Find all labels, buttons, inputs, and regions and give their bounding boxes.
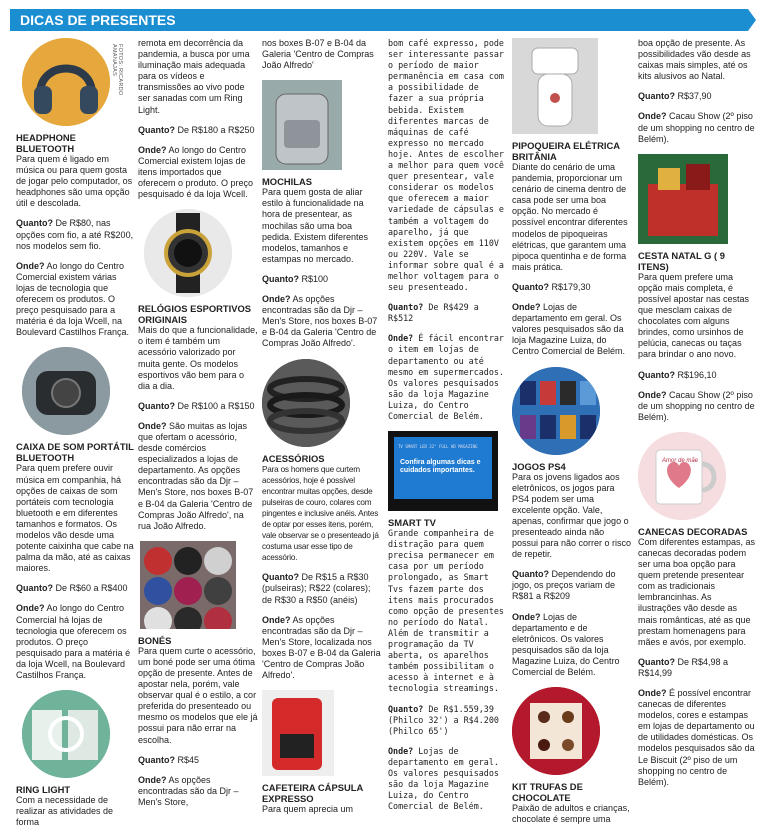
accessories-title: ACESSÓRIOS [262, 452, 325, 464]
smarttv-title: SMART TV [388, 517, 436, 529]
coffee-machine-where: Onde? É fácil encontrar o item em lojas de departamento ou até mesmo em supermercados. Os valores pesquisados são da loja Magazine Luiza, do Centro Comercial de Belém. [388, 333, 504, 421]
mug-photo [638, 432, 756, 520]
ringlight-photo [16, 690, 136, 778]
popcorn-photo [512, 38, 632, 134]
popcorn-price: Quanto? R$179,30 [512, 281, 591, 292]
watch-where: Onde? São muitas as lojas que ofertam o acessório, desde comércios especializados a lojas de departamento. As opções encontradas são da Djr – Men's Store, nos boxes B-07 e B-04 da Galeria 'Centro de Compras João Alfredo', na rua João Alfredo. [138, 420, 254, 531]
popcorn-desc: Diante do cenário de uma pandemia, proporcionar um cenário de cinema dentro de casa pode ser uma boa opção. No mercado é possível encontrar diferentes modelos de pipoqueiras elétricas, que garantem uma pipoca quentinha e de forma mais prática. [512, 162, 628, 272]
tv-screen-text: Confira algumas dicas e cuidados importantes. [400, 459, 481, 475]
coffee-machine-title: CAFETEIRA CÁPSULA EXPRESSO [262, 782, 363, 805]
bracelets-icon [262, 359, 350, 447]
ringlight-desc-cont: remota em decorrência da pandemia, a busca por uma iluminação mais adequada para os vídeos e transmissões ao vivo pode ser sanadas com um Ring Light. [138, 38, 250, 115]
mug-text: Amor de mãe [661, 457, 698, 464]
caps-title: BONÉS [138, 634, 172, 646]
smarttv-desc: Grande companheira de distração para quem precisa permanecer em casa por um período prolongado, as Smart Tvs fazem parte dos itens mais procurados como opção de presentes no período do Natal. Além de transmitir a programação da TV aberta, os aparelhos também possibilitam o acesso à internet e à tecnologia streamings. [388, 528, 504, 694]
mugs-desc: Com diferentes estampas, as canecas decoradas podem ser uma boa opção para quem pretende presentear com as tradicionais lembrancinhas. As ilustrações vão desde as mais românticas, até as que prestam homenagens para mães e avós, por exemplo. [638, 536, 756, 647]
basket-desc: Para quem prefere uma opção mais completa, é possível apostar nas cestas que mesclam caixas de chocolates com alguns brindes, como ursinhos de pelúcia, canecas ou taças para brindar o ano novo. [638, 271, 750, 360]
caps-where: Onde? As opções encontradas são da Djr – Men's Store, [138, 774, 239, 807]
gift-basket-icon [638, 154, 728, 244]
coffee-machine-photo [262, 690, 382, 776]
section-title: DICAS DE PRESENTES [20, 12, 176, 28]
truffles-price: Quanto? R$37,90 [638, 91, 712, 102]
speaker-desc: Para quem prefere ouvir música em companhia, há opções de caixas de som portáteis com tecnologia bluetooth e em diferentes tamanhos e formatos. Os modelos vão desde uma potente caixinha que cabe na palma da mão, até as caixas maiores. [16, 463, 134, 574]
ringlight-title: RING LIGHT [16, 784, 71, 796]
speaker-price: Quanto? De R$60 a R$400 [16, 583, 128, 594]
watch-photo [138, 209, 258, 297]
coffee-machine-icon [262, 690, 334, 776]
basket-title: CESTA NATAL G ( 9 ITENS) [638, 249, 725, 272]
caps-where-cont: nos boxes B-07 e B-04 da Galeria 'Centro de Compras João Alfredo' [262, 38, 374, 71]
mugs-where: Onde? É possível encontrar canecas de diferentes modelos, cores e estampas em lojas de departamento ou de utilidades domésticas. Os modelos pesquisados são da Le Biscuit (2º piso de um shopping no centro de Belém). [638, 688, 755, 787]
popcorn-maker-icon [512, 38, 598, 134]
ps4-where: Onde? Lojas de departamento e de eletrônicos. Os valores pesquisados são da loja Magazine Luiza, do Centro Comercial de Belém. [512, 611, 620, 677]
caps-desc: Para quem curte o acessório, um boné pode ser uma ótima opção de presente. Antes de apostar nela, porém, vale observar qual é o estilo, a cor preferida do presenteado ou mesmo os modelos que ele já possui para não errar na escolha. [138, 645, 258, 745]
ps4-desc: Para os jovens ligados aos eletrônicos, os jogos para PS4 podem ser uma excelente opção. Vale, apenas, confirmar que jogo o presenteado ainda não possui para não correr o risco de repetir. [512, 471, 632, 560]
basket-price: Quanto? R$196,10 [638, 369, 717, 380]
speaker-where: Onde? Ao longo do Centro Comercial há lojas de tecnologia que oferecem os produtos. O preço pesquisado para a matéria é da loja Wcell, na Boulevard Castilhos França. [16, 603, 131, 680]
headphone-where: Onde? Ao longo do Centro Comercial existem várias lojas de tecnologia que oferecem os produtos. O preço pesquisado para a matéria é da loja Wcell, na Boulevard Castilhos França. [16, 260, 130, 338]
headphone-title: HEADPHONE BLUETOOTH [16, 132, 76, 154]
column-6 [638, 38, 756, 797]
mugs-price: Quanto? De R$4,98 a R$14,99 [638, 656, 729, 678]
truffles-desc-cont: boa opção de presente. As possibilidades vão desde as caixas mais simples, até os kits alusivos ao Natal. [638, 38, 751, 82]
coffee-machine-desc-cont: bom café expresso, pode ser interessante passar o período de maior permanência em casa com a possibilidade de fazer a sua própria bebida. Existem diferentes marcas de máquinas de café expresso no mercado hoje. Antes de escolher a melhor para quem você quer presentear, vale considerar os modelos que oferecem a maior variedade de cápsulas e também a voltagem do aparelho, já que existem opções em 110V ou 220V. Vale se informar sobre qual é a melhor voltagem para o seu presenteado. [388, 38, 504, 293]
accessories-price: Quanto? De R$15 a R$30 (pulseiras); R$22 (colares); de R$30 a R$50 (anéis) [262, 572, 371, 605]
truffles-photo [512, 687, 632, 775]
headphone-icon [22, 38, 110, 126]
headphone-price: Quanto? De R$80, nas opções com fio, a até R$200, nos modelos sem fio. [16, 218, 134, 251]
backpack-photo [262, 80, 382, 170]
game-boxes-icon [512, 367, 600, 455]
caps-price: Quanto? R$45 [138, 754, 200, 765]
speaker-title: CAIXA DE SOM PORTÁTIL BLUETOOTH [16, 441, 134, 464]
backpack-title: MOCHILAS [262, 176, 312, 188]
mug-icon [638, 432, 726, 520]
accessories-where: Onde? As opções encontradas são da Djr – Men's Store, localizada nos boxes B-07 e B-04 da Galeria 'Centro de Compras João Alfredo'. [262, 614, 381, 681]
headphone-photo [16, 38, 136, 126]
watch-icon [144, 209, 232, 297]
popcorn-title: PIPOQUEIRA ELÉTRICA BRITÂNIA [512, 140, 620, 162]
coffee-machine-price: Quanto? De R$429 a R$512 [388, 302, 479, 324]
watch-title: RELÓGIOS ESPORTIVOS ORIGINAIS [138, 303, 252, 326]
smarttv-where: Onde? Lojas de departamento em geral. Os valores pesquisados são da loja Magazine Luiza, do Centro Comercial de Belém. [388, 745, 499, 812]
backpack-icon [262, 80, 342, 170]
column-5 [512, 38, 632, 834]
column-1 [16, 38, 136, 837]
smarttv-photo [388, 431, 506, 511]
truffles-title: KIT TRUFAS DE CHOCOLATE [512, 781, 583, 804]
basket-where: Onde? Cacau Show (2º piso de um shopping no centro de Belém). [638, 389, 755, 422]
ring-light-icon [22, 690, 110, 778]
mugs-title: CANECAS DECORADAS [638, 525, 748, 537]
photo-credit: FOTOS: RICARDO AMANAJAS [111, 44, 123, 96]
speaker-icon [22, 347, 110, 435]
truffle-box-icon [512, 687, 600, 775]
ringlight-desc: Com a necessidade de realizar as atividades de forma [16, 795, 114, 828]
watch-desc: Mais do que a funcionalidade, o item é também um acessório valorizado por muita gente. Os modelos esportivos vão bem para o dia a dia. [138, 325, 258, 391]
backpack-desc: Para quem gosta de aliar estilo à funcionalidade na hora de presentear, as mochilas são uma boa pedida. Existem diferentes modelos, tamanhos e estampas no mercado. [262, 187, 369, 264]
coffee-machine-desc: Para quem aprecia um [262, 804, 354, 815]
column-3 [262, 38, 382, 824]
bracelets-photo [262, 359, 382, 447]
smarttv-price: Quanto? De R$1.559,39 (Philco 32') a R$4.200 (Philco 65') [388, 703, 499, 736]
caps-icon [140, 541, 236, 629]
truffles-where: Onde? Cacau Show (2º piso de um shopping no centro de Belém). [638, 111, 755, 144]
backpack-where: Onde? As opções encontradas são da Djr – Men's Store, nos boxes B-07 e B-04 da Galeria 'Centro de Compras João Alfredo'. [262, 294, 378, 349]
basket-photo [638, 154, 756, 244]
tv-screen-small: TV SMART LED 32" FULL HD MAGAZINE [398, 444, 478, 450]
headphone-desc: Para quem é ligado em música ou para quem gosta de jogar pelo computador, os headphones são uma opção útil e descolada. [16, 154, 133, 209]
accessories-desc: Para os homens que curtem acessórios, hoje é possível encontrar muitas opções, desde pulseiras de couro, colares com pingentes e inclusive anéis. Antes de optar por esses itens, porém, vale observar se o presenteado já costuma usar esse tipo de acessório. [262, 464, 379, 563]
ps4-title: JOGOS PS4 [512, 460, 566, 472]
section-banner [10, 9, 748, 31]
caps-photo [138, 541, 258, 629]
popcorn-where: Onde? Lojas de departamento em geral. Os valores pesquisados são da loja Magazine Luiza, do Centro Comercial de Belém. [512, 302, 626, 357]
speaker-photo [16, 347, 136, 435]
backpack-price: Quanto? R$100 [262, 273, 329, 284]
column-2 [138, 38, 258, 817]
watch-price: Quanto? De R$100 a R$150 [138, 400, 255, 411]
ps4-photo [512, 367, 632, 455]
ringlight-where: Onde? Ao longo do Centro Comercial existem lojas de itens importados que oferecem o produto. O preço pesquisado é da loja Wcell. [138, 144, 254, 200]
ringlight-price: Quanto? De R$180 a R$250 [138, 124, 255, 135]
column-4 [388, 38, 506, 821]
truffles-desc: Paixão de adultos e crianças, chocolate é sempre uma [512, 803, 630, 825]
ps4-price: Quanto? Dependendo do jogo, os preços variam de R$81 a R$209 [512, 569, 616, 602]
